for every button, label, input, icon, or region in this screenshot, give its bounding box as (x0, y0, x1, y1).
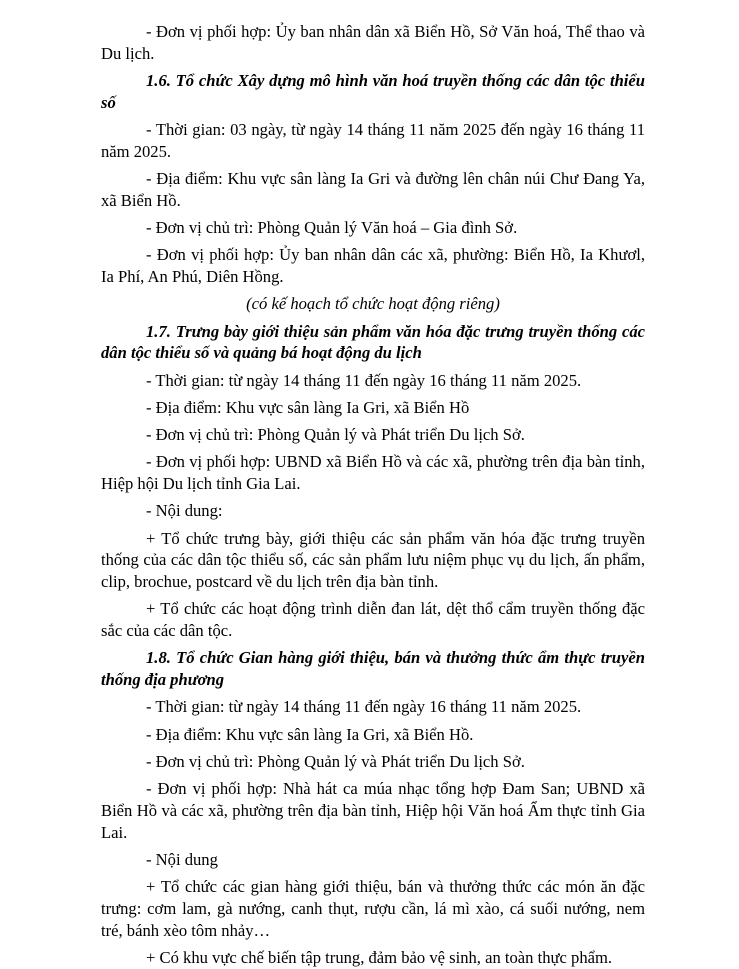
paragraph-time-1-6: - Thời gian: 03 ngày, từ ngày 14 tháng 11 năm 2025 đến ngày 16 tháng 11 năm 2025. (101, 120, 645, 161)
paragraph-lead-unit-1-6: - Đơn vị chủ trì: Phòng Quản lý Văn hoá – Gia đình Sở. (146, 218, 518, 237)
paragraph-content-item-1-8-a: + Tổ chức các gian hàng giới thiệu, bán và thưởng thức các món ăn đặc trưng: cơm lam, gà nướng, canh thụt, rượu cần, lá mì xào, cá suối nướng, nem tré, bánh xèo tôm nhảy… (101, 877, 645, 940)
paragraph-location-1-6: - Địa điểm: Khu vực sân làng Ia Gri và đường lên chân núi Chư Đang Ya, xã Biển Hồ. (101, 169, 645, 210)
paragraph-content-label-1-8: - Nội dung (146, 850, 218, 870)
paragraph-location-1-8: - Địa điểm: Khu vực sân làng Ia Gri, xã Biển Hồ. (146, 724, 474, 744)
paragraph-coordinating-unit-1-8: - Đơn vị phối hợp: Nhà hát ca múa nhạc tổng hợp Đam San; UBND xã Biển Hồ và các xã, phường trên địa bàn tỉnh, Hiệp hội Văn hoá Ẩm thực tỉnh Gia Lai. (101, 779, 645, 842)
section-heading-1-8: 1.8. Tổ chức Gian hàng giới thiệu, bán và thưởng thức ẩm thực truyền thống địa phương (101, 648, 645, 690)
paragraph-content-item-1-7-a: + Tổ chức trưng bày, giới thiệu các sản phẩm văn hóa đặc trưng truyền thống của các dân tộc thiểu số, các sản phẩm lưu niệm phục vụ du lịch, ấn phẩm, clip, brochue, postcard về du lịch trên địa bàn tỉnh. (101, 528, 645, 592)
paragraph-coordinating-unit-1-7: - Đơn vị phối hợp: UBND xã Biển Hồ và các xã, phường trên địa bàn tỉnh, Hiệp hội Du lịch tỉnh Gia Lai. (101, 452, 645, 494)
paragraph-location-1-7: - Địa điểm: Khu vực sân làng Ia Gri, xã Biển Hồ (146, 397, 470, 417)
paragraph-lead-unit-1-8: - Đơn vị chủ trì: Phòng Quản lý và Phát triển Du lịch Sở. (146, 752, 525, 772)
section-heading-1-6: 1.6. Tổ chức Xây dựng mô hình văn hoá truyền thống các dân tộc thiểu số (101, 71, 645, 112)
section-heading-1-7: 1.7. Trưng bày giới thiệu sản phẩm văn hóa đặc trưng truyền thống các dân tộc thiểu số và quảng bá hoạt động du lịch (101, 321, 645, 363)
paragraph-content-item-1-8-b: + Có khu vực chế biến tập trung, đảm bảo vệ sinh, an toàn thực phẩm. (146, 948, 613, 968)
paragraph-time-1-8: - Thời gian: từ ngày 14 tháng 11 đến ngày 16 tháng 11 năm 2025. (146, 697, 582, 717)
paragraph-lead-unit-1-7: - Đơn vị chủ trì: Phòng Quản lý và Phát triển Du lịch Sở. (146, 425, 525, 445)
paragraph-content-label-1-7: - Nội dung: (146, 501, 223, 521)
paragraph-content-item-1-7-b: + Tổ chức các hoạt động trình diễn đan lát, dệt thổ cẩm truyền thống đặc sắc của các dân tộc. (101, 599, 645, 641)
paragraph-time-1-7: - Thời gian: từ ngày 14 tháng 11 đến ngày 16 tháng 11 năm 2025. (146, 370, 582, 390)
note-separate-plan: (có kế hoạch tổ chức hoạt động riêng) (246, 294, 500, 314)
paragraph-coordinating-unit-1-6: - Đơn vị phối hợp: Ủy ban nhân dân các xã, phường: Biển Hồ, Ia Khươl, Ia Phí, An Phú, Diên Hồng. (101, 245, 645, 286)
paragraph-coordinating-unit-1-5: - Đơn vị phối hợp: Ủy ban nhân dân xã Biển Hồ, Sở Văn hoá, Thể thao và Du lịch. (101, 22, 645, 63)
